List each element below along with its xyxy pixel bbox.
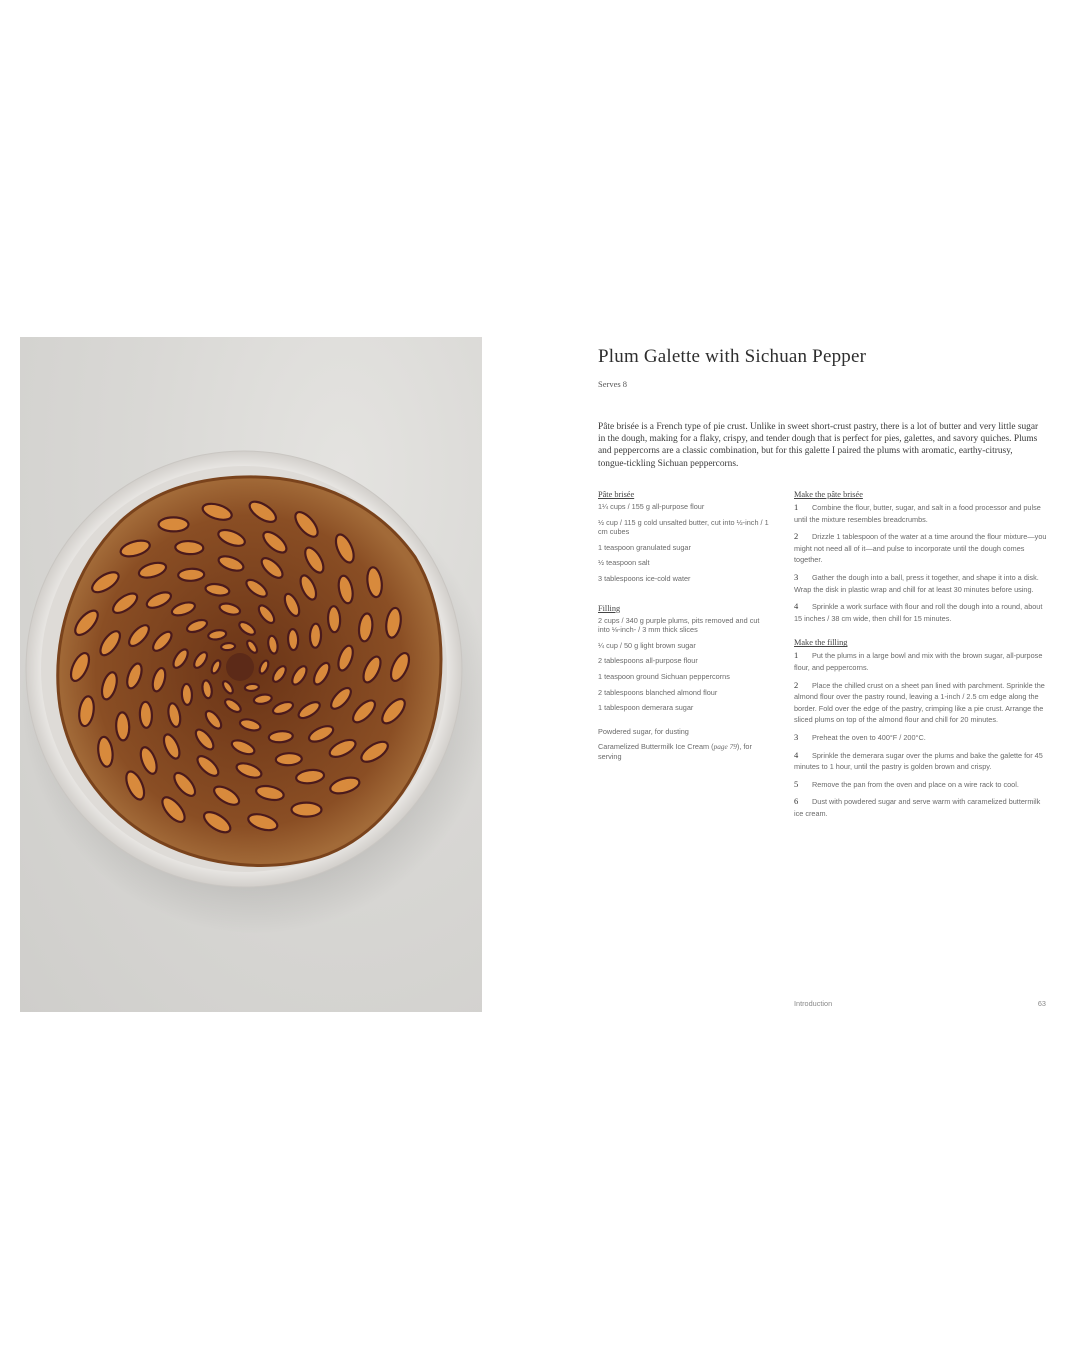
plum-slice xyxy=(181,684,192,705)
method-step xyxy=(794,531,1048,566)
ingredient-item: 2 cups / 340 g purple plums, pits removed and cut into ⅛-inch- / 3 mm thick slices xyxy=(598,615,760,635)
footer-section: Introduction xyxy=(794,999,833,1008)
ingredient-item: ¼ cup / 50 g light brown sugar xyxy=(598,640,696,650)
plum-slice xyxy=(175,541,204,555)
step-text: Gather the dough into a ball, press it together, and shape it into a disk. Wrap the disk in plastic wrap and chill for at least 30 minutes before using. xyxy=(794,572,1039,594)
step-text: Preheat the oven to 400°F / 200°C. xyxy=(812,732,926,742)
plum-slice xyxy=(310,624,322,648)
plum-galette-illustration xyxy=(20,337,482,1012)
step-text: Sprinkle a work surface with flour and roll the dough into a round, about 15 inches / 38 cm wide, then chill for 15 minutes. xyxy=(794,602,1043,623)
galette-photo xyxy=(20,337,482,1012)
ingredient-item: 2 tablespoons blanched almond flour xyxy=(598,687,718,697)
step-text: Remove the pan from the oven and place on a wire rack to cool. xyxy=(812,779,1019,789)
recipe-title: Plum Galette with Sichuan Pepper xyxy=(598,346,867,367)
method-step xyxy=(794,572,1048,595)
ingredient-item: 1¼ cups / 155 g all-purpose flour xyxy=(598,502,705,511)
plum-slice xyxy=(139,702,152,728)
step-number: 3 xyxy=(794,571,799,582)
ingredients-column xyxy=(598,490,773,768)
ingredient-item: Powdered sugar, for dusting xyxy=(598,726,689,736)
step-number: 6 xyxy=(794,796,799,807)
step-text: Dust with powdered sugar and serve warm with caramelized buttermilk ice cream. xyxy=(794,797,1041,818)
step-number: 4 xyxy=(794,601,799,612)
plum-slice xyxy=(221,643,236,651)
method-step xyxy=(794,601,1048,624)
step-number: 1 xyxy=(794,502,799,512)
method-step xyxy=(794,680,1048,726)
ingredient-item: 1 tablespoon demerara sugar xyxy=(598,703,694,713)
pate-brisee-heading: Pâte brisée xyxy=(598,490,635,499)
step-text: Combine the flour, butter, sugar, and salt in a food processor and pulse until the mixture resembles breadcrumbs. xyxy=(794,503,1041,524)
method-step xyxy=(794,779,1048,791)
step-text: Sprinkle the demerara sugar over the plums and bake the galette for 45 minutes to 1 hour, until the pastry is golden brown and crispy. xyxy=(794,750,1043,772)
plum-slice xyxy=(158,517,188,531)
plum-slice xyxy=(276,753,302,766)
ingredient-item: 3 tablespoons ice-cold water xyxy=(598,573,691,583)
method-step xyxy=(794,796,1048,819)
ingredient-text: Caramelized Buttermilk Ice Cream ( xyxy=(598,742,714,752)
plum-slice xyxy=(245,683,260,691)
step-text: Drizzle 1 tablespoon of the water at a time around the flour mixture—you might not need all of it—and pulse to incorporate until the dough comes together. xyxy=(794,532,1047,565)
plum-slice xyxy=(288,629,299,650)
step-number: 2 xyxy=(794,531,799,542)
step-text: Place the chilled crust on a sheet pan lined with parchment. Sprinkle the almond flour over the pastry round, leaving a 1-inch / 2.5 cm edge along the border. Fold over the edge of the pastry, crimping like a pie crust. Arrange the sliced plums on top of the almond flour and chill for 20 minutes. xyxy=(794,680,1045,725)
ingredient-item: ½ teaspoon salt xyxy=(598,558,650,568)
page-reference: page 79 xyxy=(713,742,737,752)
method-step xyxy=(794,502,1048,525)
ingredient-item: ½ cup / 115 g cold unsalted butter, cut into ½-inch / 1 cm cubes xyxy=(598,517,769,537)
method-step xyxy=(794,650,1048,673)
page-number: 63 xyxy=(1037,999,1046,1008)
step-number: 1 xyxy=(794,650,799,661)
ingredient-item: 1 teaspoon ground Sichuan peppercorns xyxy=(598,671,730,681)
step-number: 3 xyxy=(794,731,799,742)
recipe-page xyxy=(598,340,1050,1020)
step-number: 4 xyxy=(794,749,799,760)
step-number: 5 xyxy=(794,778,799,789)
plum-slice xyxy=(116,712,130,740)
plum-slice xyxy=(328,606,341,632)
filling-heading: Filling xyxy=(598,603,621,613)
serves-text: Serves 8 xyxy=(598,379,628,389)
method-column xyxy=(794,490,1048,825)
ingredient-item xyxy=(598,742,773,761)
ingredient-text: ), for serving xyxy=(598,742,752,761)
ingredient-item: 2 tablespoons all-purpose flour xyxy=(598,656,698,666)
plum-slice xyxy=(178,568,204,581)
recipe-intro: Pâte brisée is a French type of pie crust. Unlike in sweet short-crust pastry, there is a lot of butter and very little sugar in the dough, making for a flaky, crispy, and tender dough that is perfect for pies, galettes, and savory quiches. Plums and peppercorns are a classic combination, but for this galette I paired the plums with aromatic, earthy-citrusy, tongue-tickling Sichuan peppercorns. xyxy=(598,422,1039,469)
method-step xyxy=(794,732,1048,744)
step-number: 2 xyxy=(794,679,799,690)
step-text: Put the plums in a large bowl and mix with the brown sugar, all-purpose flour, and peppercorns. xyxy=(794,651,1043,672)
ingredient-item: 1 teaspoon granulated sugar xyxy=(598,542,691,552)
plum-slice xyxy=(291,802,321,816)
make-pate-heading: Make the pâte brisée xyxy=(794,490,863,499)
method-step xyxy=(794,750,1048,773)
make-filling-heading: Make the filling xyxy=(794,638,848,648)
